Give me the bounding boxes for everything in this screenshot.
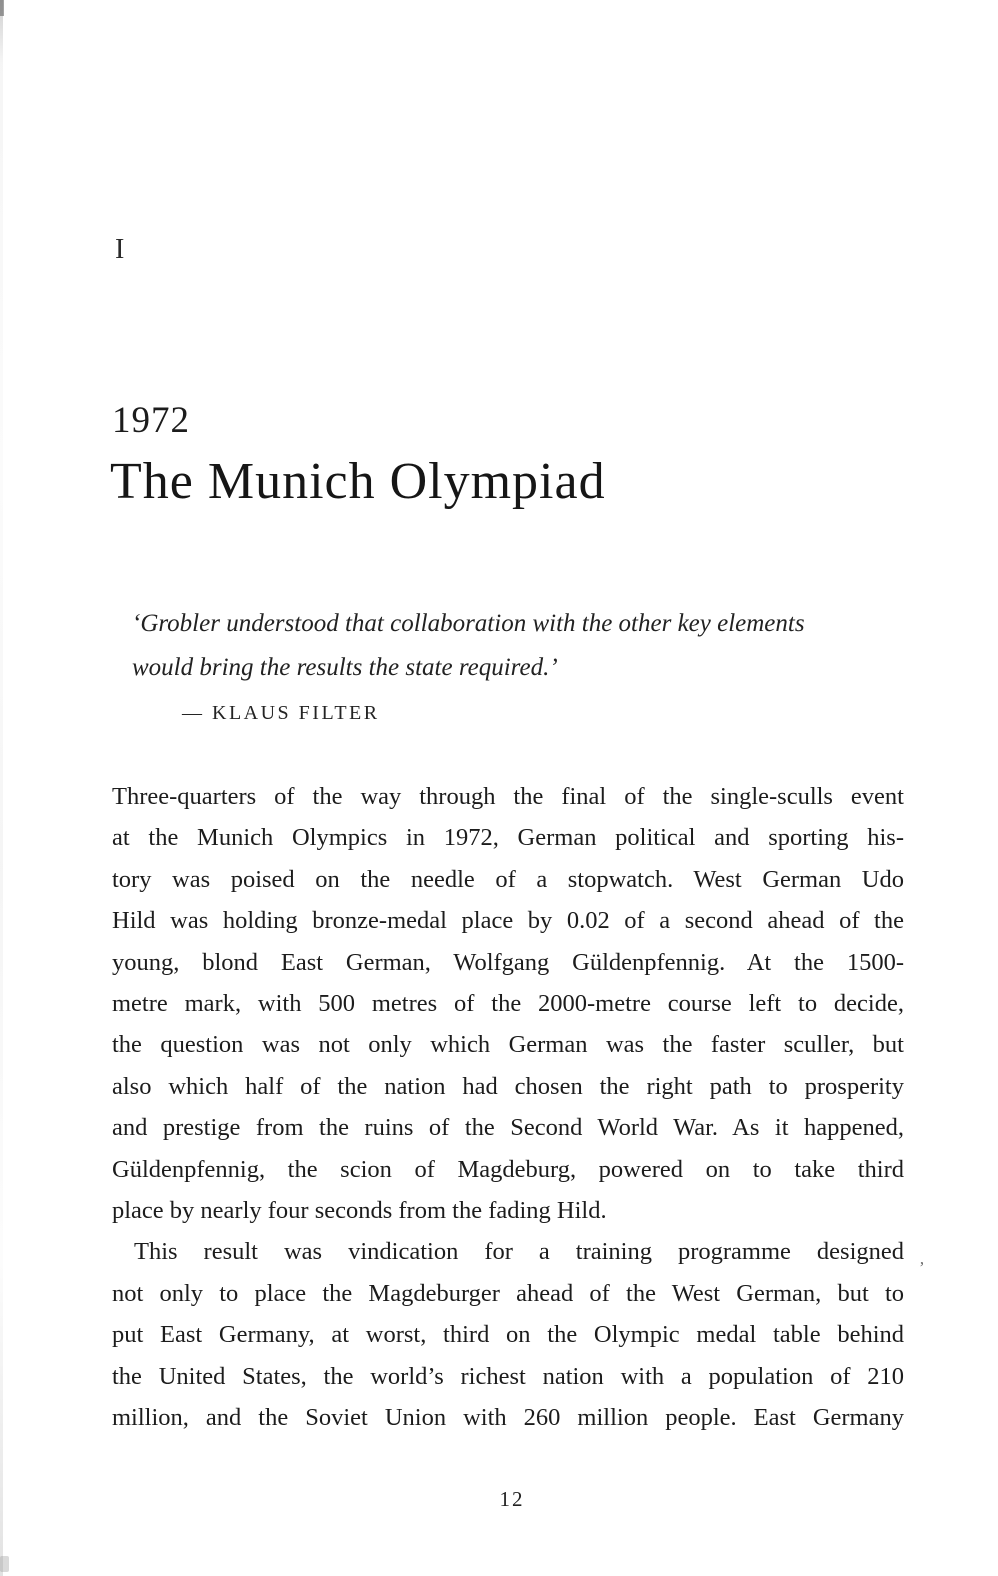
body-paragraph xyxy=(112,1231,904,1438)
chapter-number: I xyxy=(115,234,126,265)
chapter-title: The Munich Olympiad xyxy=(110,453,606,510)
body-text-line: metre mark, with 500 metres of the 2000-metre course left to decide, xyxy=(112,990,904,1018)
scan-corner-smudge xyxy=(0,0,4,16)
epigraph-quote xyxy=(132,602,892,690)
body-text-line: place by nearly four seconds from the fading Hild. xyxy=(112,1197,607,1225)
body-paragraph xyxy=(112,776,904,1231)
body-text-line: young, blond East German, Wolfgang Güldenpfennig. At the 1500- xyxy=(112,948,904,976)
body-text-line: million, and the Soviet Union with 260 million people. East Germany xyxy=(112,1404,904,1432)
body-text-line: tory was poised on the needle of a stopwatch. West German Udo xyxy=(112,865,904,893)
body-text-line: not only to place the Magdeburger ahead of the West German, but to xyxy=(112,1279,904,1307)
scan-bottom-smudge xyxy=(0,1556,9,1572)
page-number: 12 xyxy=(499,1487,525,1511)
body-text-line: put East Germany, at worst, third on the Olympic medal table behind xyxy=(112,1321,904,1349)
body-text-line: Hild was holding bronze-medal place by 0.02 of a second ahead of the xyxy=(112,907,904,935)
body-text-line: This result was vindication for a training programme designed xyxy=(134,1238,904,1266)
body-text-line: at the Munich Olympics in 1972, German political and sporting his- xyxy=(112,824,904,852)
body-text xyxy=(112,776,904,1439)
body-text-line: Güldenpfennig, the scion of Magdeburg, powered on to take third xyxy=(112,1155,904,1183)
epigraph-quote-line: ‘Grobler understood that collaboration with the other key elements xyxy=(132,610,805,637)
body-text-line: and prestige from the ruins of the Second World War. As it happened, xyxy=(112,1114,904,1142)
epigraph xyxy=(132,602,892,725)
chapter-year: 1972 xyxy=(112,400,190,441)
scan-edge-artifact xyxy=(0,0,3,1576)
body-text-line: Three-quarters of the way through the final of the single-sculls event xyxy=(112,783,904,810)
body-text-line: also which half of the nation had chosen the right path to prosperity xyxy=(112,1072,904,1100)
scan-margin-speck: ’ xyxy=(919,1258,925,1277)
body-text-line: the question was not only which German was the faster sculler, but xyxy=(112,1031,904,1059)
epigraph-quote-line: would bring the results the state required.’ xyxy=(132,654,558,681)
body-text-line: the United States, the world’s richest nation with a population of 210 xyxy=(112,1362,904,1390)
epigraph-attribution: — KLAUS FILTER xyxy=(182,702,380,724)
